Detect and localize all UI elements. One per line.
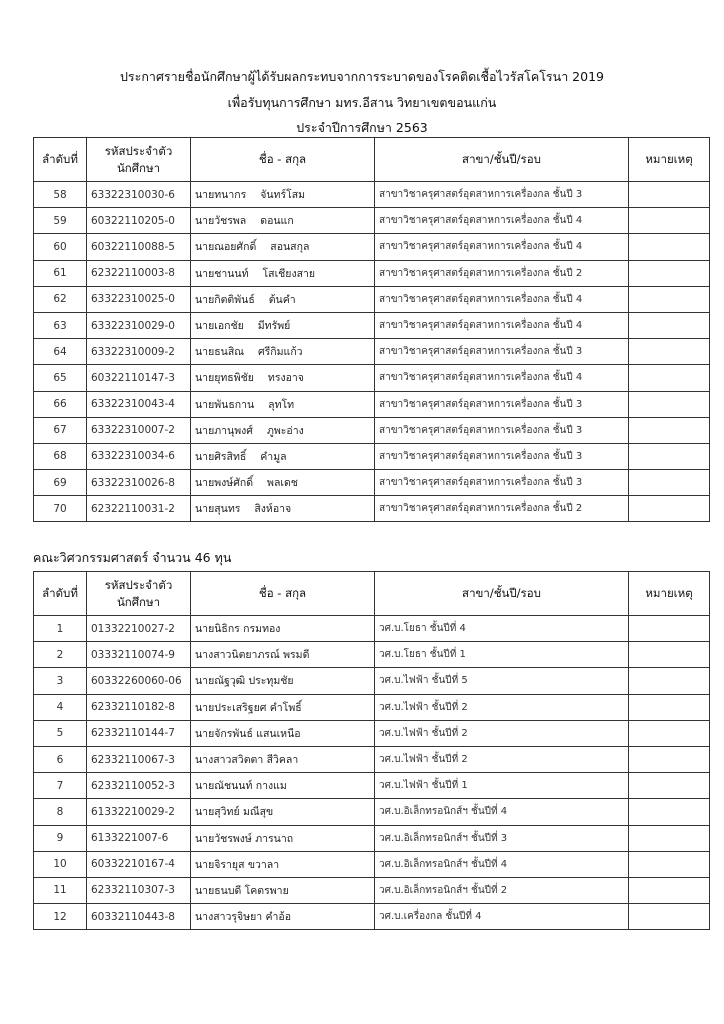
note-cell: [629, 877, 710, 903]
note-cell: [629, 668, 710, 694]
student-name: [191, 496, 375, 522]
last-name: ทรงอาจ: [267, 372, 304, 385]
col-header-no: ลำดับที่: [34, 572, 87, 616]
student-id: 60332110443-8: [87, 904, 191, 930]
student-id: 62322110031-2: [87, 496, 191, 522]
col-header-no: ลำดับที่: [34, 138, 87, 182]
first-name: นายยุทธพิชัย: [195, 372, 254, 385]
student-id: 62322110003-8: [87, 260, 191, 286]
student-id: 6133221007-6: [87, 825, 191, 851]
first-name: นายภานุพงศ์: [195, 424, 253, 437]
major-year: สาขาวิชาครุศาสตร์อุตสาหการเครื่องกล ชั้นปี 3: [375, 443, 629, 469]
row-number: 11: [34, 877, 87, 903]
table-row: [34, 391, 710, 417]
note-cell: [629, 825, 710, 851]
note-cell: [629, 208, 710, 234]
major-year: วศ.บ.อิเล็กทรอนิกส์ฯ ชั้นปีที่ 4: [375, 799, 629, 825]
row-number: 10: [34, 851, 87, 877]
major-year: สาขาวิชาครุศาสตร์อุตสาหการเครื่องกล ชั้นปี 3: [375, 470, 629, 496]
note-cell: [629, 616, 710, 642]
major-year: สาขาวิชาครุศาสตร์อุตสาหการเครื่องกล ชั้นปี 4: [375, 234, 629, 260]
note-cell: [629, 312, 710, 338]
row-number: 60: [34, 234, 87, 260]
document-title-line-2: เพื่อรับทุนการศึกษา มทร.อีสาน วิทยาเขตขอนแก่น: [227, 95, 497, 110]
table-row: [34, 746, 710, 772]
student-id: 63322310029-0: [87, 312, 191, 338]
student-id: 63322310043-4: [87, 391, 191, 417]
first-name: นายวัชรพล: [195, 215, 247, 228]
student-id: 63322310009-2: [87, 339, 191, 365]
col-header-id-line2: นักศึกษา: [116, 160, 161, 175]
col-header-major: สาขา/ชั้นปี/รอบ: [375, 572, 629, 616]
row-number: 58: [34, 182, 87, 208]
first-name: นายเอกชัย: [195, 320, 244, 333]
note-cell: [629, 443, 710, 469]
student-id: 60332260060-06: [87, 668, 191, 694]
table-row: [34, 470, 710, 496]
student-id: 03332110074-9: [87, 642, 191, 668]
student-name: [191, 234, 375, 260]
major-year: สาขาวิชาครุศาสตร์อุตสาหการเครื่องกล ชั้นปี 4: [375, 312, 629, 338]
student-name: นายธนบดี โคตรพาย: [191, 877, 375, 903]
first-name: นายธนสิณ: [195, 346, 244, 359]
table-row: [34, 496, 710, 522]
col-header-major: สาขา/ชั้นปี/รอบ: [375, 138, 629, 182]
student-id: 60322110088-5: [87, 234, 191, 260]
student-id: 62332110067-3: [87, 746, 191, 772]
note-cell: [629, 694, 710, 720]
student-id: 60322110205-0: [87, 208, 191, 234]
major-year: วศ.บ.ไฟฟ้า ชั้นปีที่ 2: [375, 694, 629, 720]
major-year: วศ.บ.อิเล็กทรอนิกส์ฯ ชั้นปีที่ 2: [375, 877, 629, 903]
student-id: 63322310007-2: [87, 417, 191, 443]
table-row: [34, 339, 710, 365]
last-name: พลเดช: [267, 477, 298, 490]
student-name: [191, 208, 375, 234]
note-cell: [629, 799, 710, 825]
row-number: 69: [34, 470, 87, 496]
col-header-name: ชื่อ - สกุล: [191, 572, 375, 616]
col-header-note: หมายเหตุ: [629, 572, 710, 616]
row-number: 5: [34, 720, 87, 746]
note-cell: [629, 234, 710, 260]
first-name: นายณอยศักดิ์: [195, 241, 257, 254]
major-year: วศ.บ.เครื่องกล ชั้นปีที่ 4: [375, 904, 629, 930]
major-year: วศ.บ.โยธา ชั้นปีที่ 4: [375, 616, 629, 642]
major-year: วศ.บ.อิเล็กทรอนิกส์ฯ ชั้นปีที่ 3: [375, 825, 629, 851]
student-id: 63322310026-8: [87, 470, 191, 496]
document-title-line-3: ประจำปีการศึกษา 2563: [296, 120, 428, 135]
student-name: นายณัฐวุฒิ ประทุมชัย: [191, 668, 375, 694]
row-number: 68: [34, 443, 87, 469]
row-number: 66: [34, 391, 87, 417]
col-header-id-line2: นักศึกษา: [116, 594, 161, 609]
col-header-id-line1: รหัสประจำตัว: [104, 143, 173, 158]
row-number: 2: [34, 642, 87, 668]
major-year: สาขาวิชาครุศาสตร์อุตสาหการเครื่องกล ชั้นปี 3: [375, 339, 629, 365]
table-header-row: [34, 138, 710, 182]
note-cell: [629, 470, 710, 496]
note-cell: [629, 851, 710, 877]
last-name: โสเชียงสาย: [262, 267, 316, 280]
col-header-name: ชื่อ - สกุล: [191, 138, 375, 182]
table-row: [34, 720, 710, 746]
student-name: นายสุวิทย์ มณีสุข: [191, 799, 375, 825]
row-number: 1: [34, 616, 87, 642]
major-year: สาขาวิชาครุศาสตร์อุตสาหการเครื่องกล ชั้นปี 3: [375, 391, 629, 417]
major-year: สาขาวิชาครุศาสตร์อุตสาหการเครื่องกล ชั้นปี 3: [375, 182, 629, 208]
col-header-id-line1: รหัสประจำตัว: [104, 577, 173, 592]
row-number: 70: [34, 496, 87, 522]
major-year: สาขาวิชาครุศาสตร์อุตสาหการเครื่องกล ชั้นปี 4: [375, 365, 629, 391]
col-header-student-id: [87, 138, 191, 182]
last-name: ภูพะอ่าง: [266, 424, 304, 437]
student-name: นายจักรพันธ์ แสนเหนือ: [191, 720, 375, 746]
row-number: 59: [34, 208, 87, 234]
last-name: ต้นคำ: [268, 293, 296, 306]
first-name: นายพันธกาน: [195, 398, 255, 411]
table-row: [34, 642, 710, 668]
student-name: [191, 339, 375, 365]
last-name: สิงห์อาจ: [254, 503, 292, 516]
note-cell: [629, 391, 710, 417]
table-row: [34, 668, 710, 694]
student-name: [191, 365, 375, 391]
major-year: วศ.บ.โยธา ชั้นปีที่ 1: [375, 642, 629, 668]
student-name: นางสาวนิตยาภรณ์ พรมดี: [191, 642, 375, 668]
first-name: นายสุนทร: [195, 503, 241, 516]
row-number: 6: [34, 746, 87, 772]
student-name: นายประเสริฐยศ คำโพธิ์: [191, 694, 375, 720]
table-row: [34, 417, 710, 443]
col-header-note: หมายเหตุ: [629, 138, 710, 182]
major-year: วศ.บ.อิเล็กทรอนิกส์ฯ ชั้นปีที่ 4: [375, 851, 629, 877]
note-cell: [629, 904, 710, 930]
table-header-row: [34, 572, 710, 616]
last-name: ดอนแก: [260, 215, 294, 228]
table-row: [34, 443, 710, 469]
last-name: จันทร์โสม: [260, 189, 306, 202]
row-number: 65: [34, 365, 87, 391]
table-row: [34, 234, 710, 260]
table-row: [34, 182, 710, 208]
student-name: [191, 443, 375, 469]
student-name: [191, 470, 375, 496]
note-cell: [629, 773, 710, 799]
student-name: [191, 312, 375, 338]
student-name: นายนิธิกร กรมทอง: [191, 616, 375, 642]
table-row: [34, 799, 710, 825]
note-cell: [629, 182, 710, 208]
first-name: นายกิตติพันธ์: [195, 293, 255, 306]
row-number: 64: [34, 339, 87, 365]
student-id: 60322110147-3: [87, 365, 191, 391]
student-name: [191, 260, 375, 286]
student-name: นายวัชรพงษ์ ภารนาถ: [191, 825, 375, 851]
major-year: วศ.บ.ไฟฟ้า ชั้นปีที่ 2: [375, 720, 629, 746]
table-row: [34, 825, 710, 851]
col-header-student-id: [87, 572, 191, 616]
student-id: 62332110307-3: [87, 877, 191, 903]
student-id: 62332110144-7: [87, 720, 191, 746]
scholarship-table-1: [33, 137, 710, 522]
student-id: 62332110052-3: [87, 773, 191, 799]
note-cell: [629, 260, 710, 286]
document-title-line-1: ประกาศรายชื่อนักศึกษาผู้ได้รับผลกระทบจากการระบาดของโรคติดเชื้อไวรัสโคโรนา 2019: [120, 69, 604, 84]
row-number: 9: [34, 825, 87, 851]
table-row: [34, 694, 710, 720]
table-row: [34, 877, 710, 903]
note-cell: [629, 720, 710, 746]
student-id: 63322310025-0: [87, 286, 191, 312]
student-name: [191, 391, 375, 417]
row-number: 62: [34, 286, 87, 312]
student-id: 01332210027-2: [87, 616, 191, 642]
last-name: สอนสกุล: [270, 241, 310, 254]
table-row: [34, 904, 710, 930]
major-year: สาขาวิชาครุศาสตร์อุตสาหการเครื่องกล ชั้นปี 3: [375, 417, 629, 443]
last-name: ศรีกิมแก้ว: [257, 346, 303, 359]
student-name: นางสาวสวิตตา สีวิคลา: [191, 746, 375, 772]
student-id: 63322310030-6: [87, 182, 191, 208]
table-row: [34, 312, 710, 338]
scholarship-table-2: [33, 571, 710, 930]
note-cell: [629, 746, 710, 772]
section-title-engineering: คณะวิศวกรรมศาสตร์ จำนวน 46 ทุน: [33, 550, 232, 565]
major-year: สาขาวิชาครุศาสตร์อุตสาหการเครื่องกล ชั้นปี 2: [375, 496, 629, 522]
row-number: 61: [34, 260, 87, 286]
first-name: นายทนากร: [195, 189, 247, 202]
first-name: นายชานนท์: [195, 267, 249, 280]
student-name: นายณัชนนท์ กางแม: [191, 773, 375, 799]
note-cell: [629, 365, 710, 391]
note-cell: [629, 286, 710, 312]
note-cell: [629, 496, 710, 522]
major-year: วศ.บ.ไฟฟ้า ชั้นปีที่ 1: [375, 773, 629, 799]
row-number: 8: [34, 799, 87, 825]
row-number: 3: [34, 668, 87, 694]
student-id: 62332110182-8: [87, 694, 191, 720]
table-row: [34, 851, 710, 877]
note-cell: [629, 642, 710, 668]
table-row: [34, 365, 710, 391]
student-name: นางสาวรุจิษยา คำอ้อ: [191, 904, 375, 930]
table-row: [34, 286, 710, 312]
row-number: 67: [34, 417, 87, 443]
student-name: [191, 417, 375, 443]
major-year: วศ.บ.ไฟฟ้า ชั้นปีที่ 2: [375, 746, 629, 772]
table-row: [34, 616, 710, 642]
note-cell: [629, 339, 710, 365]
student-name: นายจิรายุส ขวาลา: [191, 851, 375, 877]
last-name: มีทรัพย์: [257, 320, 291, 333]
table-row: [34, 208, 710, 234]
student-name: [191, 286, 375, 312]
row-number: 63: [34, 312, 87, 338]
last-name: ลุทโท: [268, 398, 295, 411]
row-number: 7: [34, 773, 87, 799]
major-year: สาขาวิชาครุศาสตร์อุตสาหการเครื่องกล ชั้นปี 4: [375, 286, 629, 312]
major-year: สาขาวิชาครุศาสตร์อุตสาหการเครื่องกล ชั้นปี 2: [375, 260, 629, 286]
first-name: นายศิรสิทธิ์: [195, 450, 247, 463]
student-id: 63322310034-6: [87, 443, 191, 469]
table-row: [34, 773, 710, 799]
student-name: [191, 182, 375, 208]
major-year: สาขาวิชาครุศาสตร์อุตสาหการเครื่องกล ชั้นปี 4: [375, 208, 629, 234]
major-year: วศ.บ.ไฟฟ้า ชั้นปีที่ 5: [375, 668, 629, 694]
first-name: นายพงษ์ศักดิ์: [195, 477, 254, 490]
row-number: 4: [34, 694, 87, 720]
note-cell: [629, 417, 710, 443]
table-row: [34, 260, 710, 286]
last-name: คำมูล: [260, 450, 287, 463]
student-id: 60332210167-4: [87, 851, 191, 877]
student-id: 61332210029-2: [87, 799, 191, 825]
row-number: 12: [34, 904, 87, 930]
